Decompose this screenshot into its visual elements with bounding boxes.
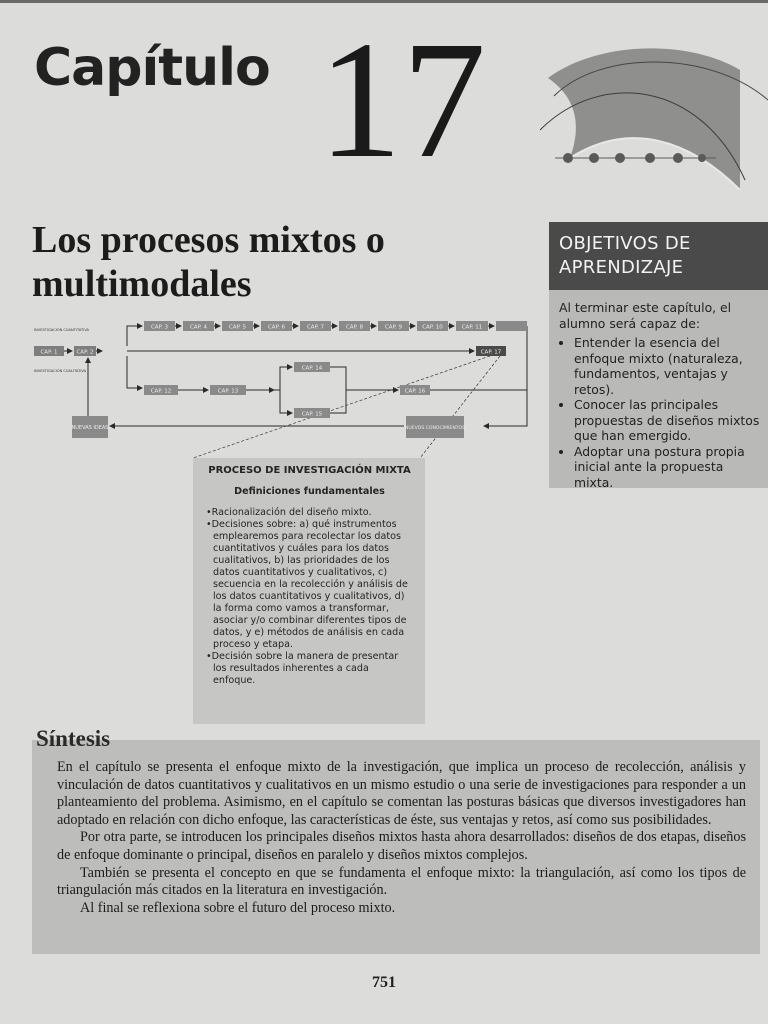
decorative-arcs [540, 40, 768, 190]
page-number: 751 [372, 974, 396, 991]
objectives-list [559, 335, 760, 490]
cap11-box: CAP. 11 [461, 324, 483, 331]
objectives-box [549, 290, 768, 488]
synthesis-paragraph: También se presenta el concepto en que se fundamenta el enfoque mixto: la triangulación, así como los tipos de triangulación más citados en la literatura en investigación. [57, 864, 746, 899]
cap6-box: CAP. 6 [267, 324, 286, 331]
cap16-box: CAP. 16 [404, 388, 426, 395]
objective-item: • Conocer las principales propuestas de diseños mixtos que han emergido. [574, 397, 760, 444]
process-item: • Decisión sobre la manera de presentar los resultados inherentes a cada enfoque. [206, 651, 413, 687]
process-title: PROCESO DE INVESTIGACIÓN MIXTA [208, 465, 411, 476]
objectives-intro: Al terminar este capítulo, el alumno será capaz de: [559, 300, 732, 331]
cap2-box: CAP. 2 [76, 349, 94, 356]
cap7-box: CAP. 7 [306, 324, 325, 331]
new-ideas-box: NUEVAS IDEAS [71, 425, 109, 431]
new-knowledge-box: NUEVOS CONOCIMIENTOS [404, 426, 466, 431]
cap10-box: CAP. 10 [422, 324, 443, 331]
synthesis-box [32, 740, 760, 954]
objectives-heading [549, 222, 768, 290]
process-item: • Decisiones sobre: a) qué instrumentos emplearemos para recolectar los datos cuantitativos y cuáles para los datos cualitativos, b) las prioridades de los datos cuantitativos y cualitativos, c) secuencia en la recolección y análisis de los datos cuantitativos y cualitativos, d) la forma como vamos a transformar, asociar y/o combinar diferentes tipos de datos, y e) métodos de análisis en cada proceso y etapa. [206, 519, 413, 651]
cap3-box: CAP. 3 [150, 324, 169, 331]
chapter-title-line-1: Los procesos mixtos o [32, 219, 385, 261]
cap1-box: CAP. 1 [40, 349, 58, 356]
objectives-heading-line-2: APRENDIZAJE [559, 257, 684, 278]
mixed-process-box [193, 458, 425, 724]
cap14-box: CAP. 14 [301, 365, 323, 372]
cap12-box: CAP. 12 [150, 388, 172, 395]
research-process-diagram [30, 312, 530, 467]
top-rule [0, 0, 768, 3]
synthesis-paragraph: Al final se reflexiona sobre el futuro del proceso mixto. [80, 899, 396, 916]
cap17-box: CAP. 17 [480, 349, 502, 356]
process-subtitle: Definiciones fundamentales [234, 486, 385, 497]
objective-item: • Entender la esencia del enfoque mixto (naturaleza, fundamentos, ventajas y retos). [574, 335, 760, 397]
synthesis-paragraph: En el capítulo se presenta el enfoque mixto de la investigación, que implica un proceso de recolección, análisis y vinculación de datos cuantitativos y cualitativos en un mismo estudio o una serie de investigaciones para responder a un planteamiento del problema. Asimismo, en el capítulo se comentan las posturas básicas que diversos investigadores han adoptado en relación con dicho enfoque, las características de éste, sus ventajas y retos, así como sus posibilidades. [57, 759, 746, 828]
qualitative-label: INVESTIGACIÓN CUALITATIVA [34, 369, 87, 373]
chapter-title [32, 218, 452, 306]
cap15-box: CAP. 15 [301, 411, 323, 418]
synthesis-paragraph: Por otra parte, se introducen los principales diseños mixtos hasta ahora desarrollados: diseños de dos etapas, diseños de enfoque dominante o principal, diseños en paralelo y diseños mixtos complejos. [57, 829, 746, 863]
cap5-box: CAP. 5 [228, 324, 247, 331]
objective-item: • Adoptar una postura propia inicial ante la propuesta mixta. [574, 444, 760, 491]
synthesis-heading: Síntesis [36, 726, 111, 751]
chapter-number: 17 [318, 7, 486, 193]
process-item: • Racionalización del diseño mixto. [206, 507, 413, 519]
cap4-box: CAP. 4 [189, 324, 208, 331]
cap9-box: CAP. 9 [384, 324, 403, 331]
quantitative-label: INVESTIGACIÓN CUANTITATIVA [34, 328, 89, 332]
objectives-heading-line-1: OBJETIVOS DE [559, 233, 691, 254]
process-list [206, 507, 413, 687]
cap8-box: CAP. 8 [345, 324, 364, 331]
cap13-box: CAP. 13 [217, 388, 239, 395]
chapter-word: Capítulo [34, 38, 270, 98]
chapter-title-line-2: multimodales [32, 263, 252, 305]
